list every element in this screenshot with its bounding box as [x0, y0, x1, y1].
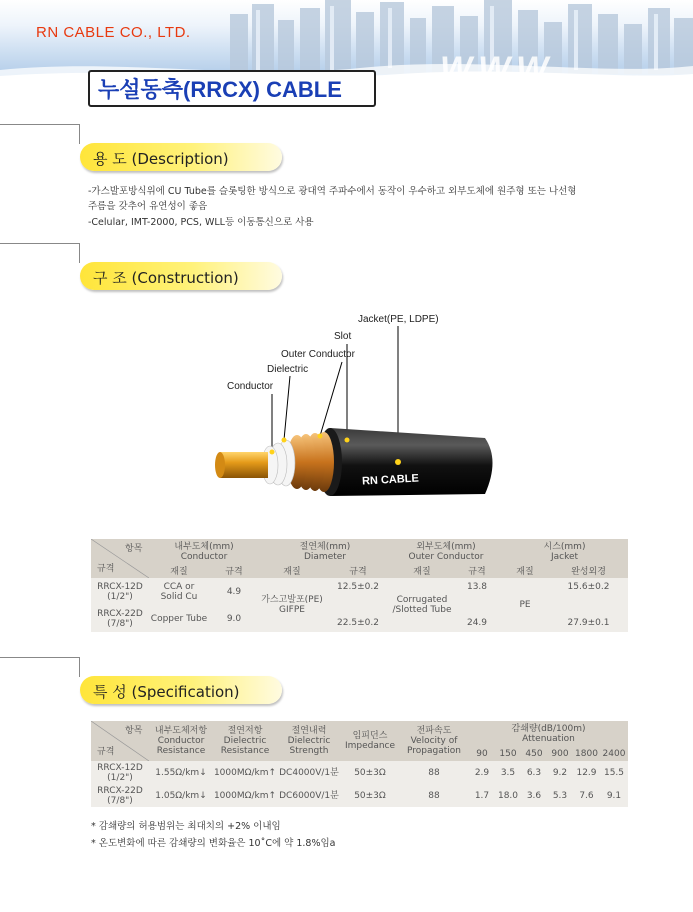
row-name-code: RRCX-22D: [97, 785, 143, 796]
header-text: 절연내력: [291, 726, 327, 736]
corner-cell: [91, 539, 149, 578]
label-jacket: Jacket(PE, LDPE): [358, 314, 439, 325]
cell-jacket-finish: 27.9±0.1: [567, 618, 610, 628]
row-name: [91, 784, 149, 807]
cell-conductor-spec: 9.0: [226, 613, 242, 624]
table-row: [91, 784, 628, 807]
header-text: Dielectric: [223, 736, 267, 746]
cell-text: 가스고발포(PE): [261, 595, 323, 605]
row-name-size: (7/8"): [107, 618, 133, 629]
header-text: Conductor: [157, 736, 205, 746]
note-temperature: * 온도변화에 따른 감쇄량의 변화율은 10˚C에 약 1.8%임a: [91, 838, 336, 849]
cell-att-900: 9.2: [552, 767, 568, 778]
header-conductor: [149, 539, 259, 565]
cell-att-2400: 9.1: [606, 790, 622, 801]
header-conductor-ko: 내부도체(mm): [174, 542, 234, 552]
label-outer-conductor: Outer Conductor: [281, 349, 355, 360]
header-outer-en: Outer Conductor: [408, 552, 484, 562]
sub-material: 재질: [283, 566, 301, 577]
page-title: 누설동축(RRCX) CABLE: [98, 77, 342, 102]
cell-conductor-material: [149, 578, 209, 605]
cell-outer-spec: 24.9: [466, 618, 488, 628]
freq-2400: 2400: [602, 749, 626, 759]
cell-impedance: 50±3Ω: [354, 767, 386, 778]
section-rule: [0, 243, 80, 244]
note-tolerance: * 감쇄량의 허용범위는 최대치의 +2% 이내임: [91, 821, 281, 832]
cell-text: GIFPE: [279, 605, 305, 615]
cell-jacket-finish: 15.6±0.2: [567, 582, 610, 592]
cell-dielectric-spec: 12.5±0.2: [337, 582, 379, 592]
header-text: Velocity of: [410, 736, 458, 746]
header-text: 전파속도: [416, 726, 452, 736]
header-text: 내부도체저항: [154, 726, 208, 736]
header-dielectric-strength: [277, 721, 341, 761]
header-velocity: [399, 721, 469, 761]
cell-att-2400: 15.5: [603, 767, 625, 778]
header-text: 감쇄량(dB/100m): [511, 724, 586, 734]
freq-90: 90: [476, 749, 488, 759]
header-conductor-resistance: [149, 721, 213, 761]
section-stem: [79, 124, 80, 144]
header-jacket-ko: 시스(mm): [543, 542, 586, 552]
header-impedance: [341, 721, 399, 761]
row-name-code: RRCX-12D: [97, 581, 143, 592]
cell-text: Solid Cu: [160, 591, 198, 602]
header-diameter-en: Diameter: [303, 552, 347, 562]
cell-text: CCA or: [163, 581, 195, 592]
cell-dielectric-material: [259, 578, 325, 632]
cell-att-150: 3.5: [500, 767, 516, 778]
cell-outer-material: [391, 578, 453, 632]
header-text: Dielectric: [287, 736, 331, 746]
header-outer: [391, 539, 501, 565]
row-name-size: (1/2"): [107, 772, 133, 783]
section-stem: [79, 657, 80, 677]
sub-material: 재질: [413, 566, 431, 577]
corner-top-label: 항목: [125, 544, 143, 554]
table-row: [91, 578, 628, 605]
cable-print-text: RN CABLE: [361, 472, 420, 488]
sub-spec: 규격: [468, 566, 486, 577]
description-line-2: 주름을 갖추어 유연성이 좋음: [88, 201, 208, 212]
cell-att-150: 18.0: [497, 790, 519, 801]
cell-att-450: 6.3: [526, 767, 542, 778]
corner-bottom-label: 규격: [97, 564, 115, 574]
cell-conductor-spec: 4.9: [226, 586, 242, 597]
header-diameter-ko: 절연체(mm): [299, 542, 351, 552]
row-name-code: RRCX-12D: [97, 762, 143, 773]
cell-dielectric-spec: 22.5±0.2: [337, 618, 379, 628]
header-text: 임피던스: [352, 731, 388, 741]
specification-heading: 특 성 (Specification): [93, 683, 240, 701]
header-text: Strength: [289, 746, 329, 756]
row-name-code: RRCX-22D: [97, 608, 143, 619]
row-name: [91, 578, 149, 605]
freq-1800: 1800: [575, 749, 598, 759]
construction-heading: 구 조 (Construction): [93, 269, 239, 287]
label-slot: Slot: [334, 331, 352, 342]
cell-att-90: 2.9: [474, 767, 490, 778]
header-jacket: [501, 539, 628, 565]
cell-dielectric-strength: DC4000V/1분: [279, 767, 339, 778]
specification-table: [91, 721, 628, 807]
sub-material: 재질: [170, 566, 188, 577]
cell-dielectric-resistance: 1000MΩ/km↑: [213, 767, 277, 778]
cell-att-1800: 12.9: [576, 767, 597, 778]
cable-cross-section-illustration: [200, 300, 510, 510]
header-conductor-en: Conductor: [180, 552, 228, 562]
freq-900: 900: [551, 749, 569, 759]
header-text: Attenuation: [522, 734, 575, 744]
header-text: Propagation: [407, 746, 461, 756]
cell-impedance: 50±3Ω: [354, 790, 386, 801]
cell-outer-spec: 13.8: [466, 582, 488, 592]
cell-dielectric-resistance: 1000MΩ/km↑: [213, 790, 277, 801]
description-heading: 용 도 (Description): [93, 150, 229, 168]
cell-jacket-material: PE: [519, 600, 531, 610]
company-name: RN CABLE CO., LTD.: [36, 24, 191, 41]
sub-finish: 완성외경: [571, 566, 606, 577]
sub-spec: 규격: [225, 566, 243, 577]
header-attenuation: [469, 721, 628, 747]
header-text: 절연저항: [227, 726, 263, 736]
label-conductor: Conductor: [227, 381, 274, 392]
sub-spec: 규격: [349, 566, 367, 577]
row-name-size: (1/2"): [107, 591, 133, 602]
section-rule: [0, 657, 80, 658]
corner-top-label: 항목: [125, 726, 143, 736]
freq-450: 450: [525, 749, 543, 759]
sub-material: 재질: [516, 566, 534, 577]
header-text: Resistance: [220, 746, 270, 756]
row-name-size: (7/8"): [107, 795, 133, 806]
header-diameter: [259, 539, 391, 565]
corner-cell: [91, 721, 149, 761]
corner-bottom-label: 규격: [97, 747, 115, 757]
header-text: Resistance: [156, 746, 206, 756]
freq-150: 150: [499, 749, 517, 759]
cell-att-90: 1.7: [474, 790, 490, 801]
header-text: Impedance: [344, 741, 396, 751]
cell-conductor-resistance: 1.05Ω/km↓: [155, 790, 207, 801]
cell-conductor-material: Copper Tube: [150, 613, 208, 624]
cell-conductor-resistance: 1.55Ω/km↓: [155, 767, 207, 778]
cell-text: /Slotted Tube: [392, 605, 452, 615]
header-jacket-en: Jacket: [550, 552, 579, 562]
cell-att-900: 5.3: [552, 790, 568, 801]
cell-velocity: 88: [428, 767, 440, 778]
section-rule: [0, 124, 80, 125]
cell-velocity: 88: [428, 790, 440, 801]
section-stem: [79, 243, 80, 263]
cell-att-450: 3.6: [526, 790, 542, 801]
row-name: [91, 605, 149, 632]
header-outer-ko: 외부도체(mm): [416, 542, 476, 552]
description-line-1: -가스발포방식위에 CU Tube를 슬롯팅한 방식으로 광대역 주파수에서 동작이 우수하고 외부도체에 원주형 또는 나선형: [88, 186, 577, 197]
construction-table: [91, 539, 628, 632]
cell-dielectric-strength: DC6000V/1분: [279, 790, 339, 801]
header-dielectric-resistance: [213, 721, 277, 761]
label-dielectric: Dielectric: [267, 364, 309, 375]
table-row: [91, 761, 628, 784]
www-watermark: WWW: [440, 50, 555, 84]
cell-att-1800: 7.6: [579, 790, 594, 801]
row-name: [91, 761, 149, 784]
cell-text: Corrugated: [396, 595, 448, 605]
description-line-3: -Celular, IMT-2000, PCS, WLL등 이동통신으로 사용: [88, 217, 314, 228]
